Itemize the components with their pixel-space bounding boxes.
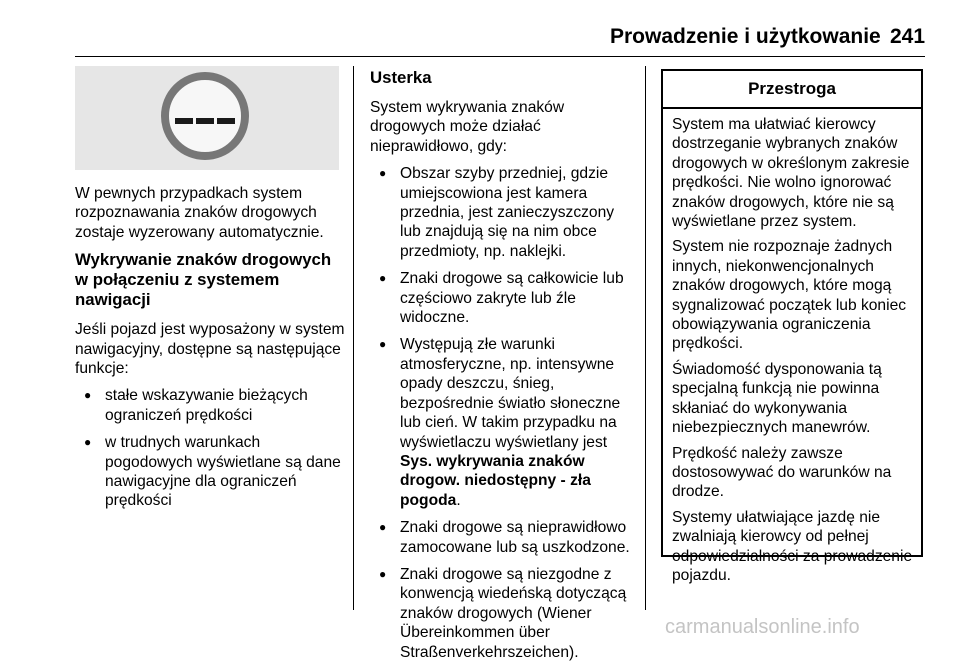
list-item [370,335,636,510]
navigation-functions-list [75,386,345,510]
sentence-end: . [456,491,461,509]
fault-section-heading: Usterka [370,68,432,87]
middle-column [370,68,636,670]
list-item: ● Obszar szyby przedniej, gdzie umiejscowiona jest kamera przednia, jest zanieczyszczony lub znajdują się na nim obce przedmioty, np. naklejki. [370,164,636,261]
list-item: ● stałe wskazywanie bieżących ograniczeń prędkości [75,386,345,425]
caution-body [663,109,921,585]
navigation-section-heading: Wykrywanie znaków drogowych w połączeniu z systemem nawigacji [75,250,332,310]
column-divider [353,66,354,610]
sign-dash-icon [217,118,235,124]
sign-dash-icon [175,118,193,124]
list-item: ● w trudnych warunkach pogodowych wyświetlane są dane nawigacyjne dla ograniczeń prędkości [75,433,345,511]
caution-title: Przestroga [663,71,921,109]
sign-illustration [75,66,339,170]
list-item: ● Znaki drogowe są niezgodne z konwencją wiedeńską dotyczącą znaków drogowych (Wiener Übereinkommen über Straßenverkehrszeichen). [370,565,636,662]
header-rule [75,56,925,57]
display-message-text: Sys. wykrywania znaków drogow. niedostępny - zła pogoda [400,452,591,509]
left-column [75,184,345,519]
list-item: ● Znaki drogowe są nieprawidłowo zamocowane lub są uszkodzone. [370,518,636,557]
navigation-intro-text: Jeśli pojazd jest wyposażony w system nawigacyjny, dostępne są następujące funkcje: [75,321,345,378]
caution-paragraph: System ma ułatwiać kierowcy dostrzeganie wybranych znaków drogowych w określonym zakresie prędkości. Nie wolno ignorować znaków drogowych, które nie są wyświetlane przez system. [672,116,910,231]
caution-paragraph: Systemy ułatwiające jazdę nie zwalniają kierowcy od pełnej odpowiedzialności za prowadzenie pojazdu. [672,508,913,584]
weather-condition-text: Występują złe warunki atmosferyczne, np. intensywne opady deszczu, śnieg, bezpośrednie światło słoneczne lub cień. W takim przypadku na wyświetlaczu wyświetlany jest [400,336,621,451]
caution-paragraph: Prędkość należy zawsze dostosowywać do warunków na drodze. [672,444,892,501]
caution-paragraph: System nie rozpoznaje żadnych innych, niekonwencjonalnych znaków drogowych, które mogą sygnalizować początek lub koniec obowiązywania ograniczenia prędkości. [672,238,907,353]
caution-paragraph: Świadomość dysponowania tą specjalną funkcją nie powinna skłaniać do wykonywania niebezpiecznych manewrów. [672,360,882,437]
sign-dash-icon [196,118,214,124]
page-number: 241 [890,25,926,48]
caution-box [661,69,923,584]
watermark-text: carmanualsonline.info [665,616,860,638]
fault-intro-text: System wykrywania znaków drogowych może działać nieprawidłowo, gdy: [370,99,565,155]
column-divider [645,66,646,610]
list-item: ● Znaki drogowe są całkowicie lub częściowo zakryte lub źle widoczne. [370,269,636,327]
page-header-title: Prowadzenie i użytkowanie [610,25,881,48]
fault-causes-list [370,164,636,662]
speed-limit-cancelled-sign-icon [161,72,249,160]
reset-intro-text: W pewnych przypadkach system rozpoznawania znaków drogowych zostaje wyzerowany automatycznie. [75,185,324,241]
